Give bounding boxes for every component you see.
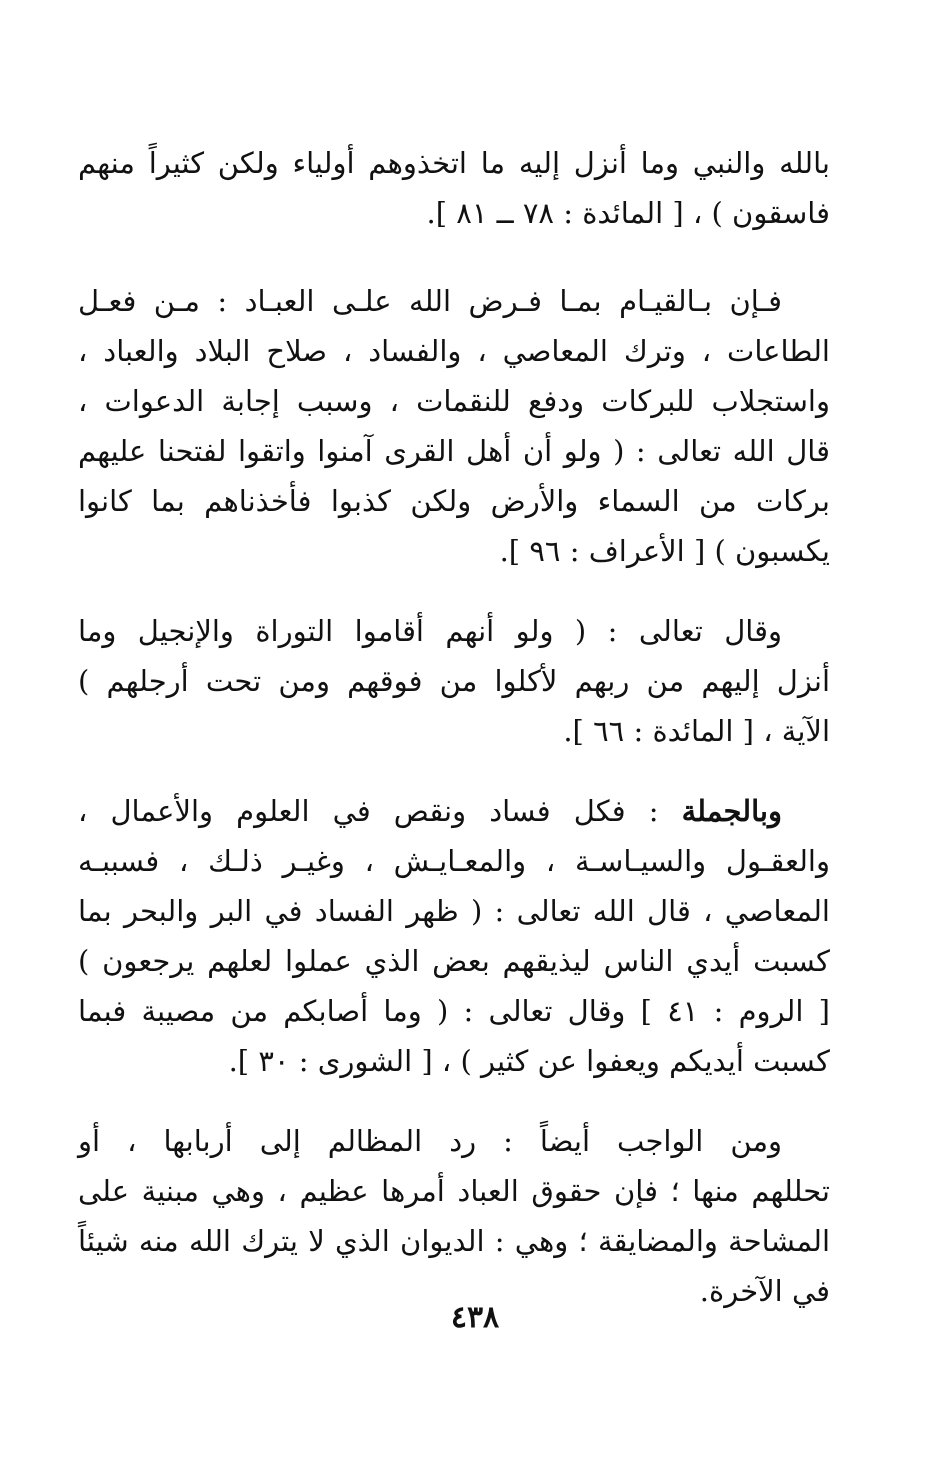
page-number: ٤٣٨ (450, 1300, 500, 1335)
paragraph-1 (78, 138, 830, 238)
text-line: في الآخرة. (699, 1274, 830, 1308)
text-line: بالله والنبي وما أنزل إليه ما اتخذوهم أولياء ولكن كثيراً منهم (78, 146, 830, 180)
text-line: وقال تعالى : ( ولو أنهم أقاموا التوراة والإنجيل وما (78, 614, 782, 648)
text-line: أنزل إليهم من ربهم لأكلوا من فوقهم ومن تحت أرجلهم ) (78, 664, 830, 698)
text-line: الآية ، [ المائدة : ٦٦ ]. (563, 714, 830, 748)
text-line: المعاصي ، قال الله تعالى : ( ظهر الفساد في البر والبحر بما (78, 894, 830, 928)
text-line: بركات من السماء والأرض ولكن كذبوا فأخذناهم بما كانوا (78, 484, 830, 518)
text-line: ومن الواجب أيضاً : رد المظالم إلى أربابها ، أو (78, 1124, 782, 1158)
paragraph-2 (78, 276, 830, 576)
text-line-rest: : فكل فساد ونقص في العلوم والأعمال ، (78, 794, 682, 828)
text-line: المشاحة والمضايقة ؛ وهي : الديوان الذي لا يترك الله منه شيئاً (78, 1224, 830, 1258)
text-line: فاسقون ) ، [ المائدة : ٧٨ ــ ٨١ ]. (426, 196, 830, 230)
text-line: والعقـول والسيـاسـة ، والمعـايـش ، وغيـر ذلـك ، فسببـه (78, 844, 830, 878)
text-line: [ الروم : ٤١ ] وقال تعالى : ( وما أصابكم من مصيبة فبما (78, 994, 830, 1028)
text-line: فـإن بـالقيـام بمـا فـرض الله علـى العبـاد : مـن فعـل (78, 284, 782, 318)
text-line: كسبت أيدي الناس ليذيقهم بعض الذي عملوا لعلهم يرجعون ) (78, 944, 830, 978)
text-line: يكسبون ) [ الأعراف : ٩٦ ]. (499, 534, 830, 568)
text-line: الطاعات ، وترك المعاصي ، والفساد ، صلاح البلاد والعباد ، (78, 334, 830, 368)
bold-lead-word: وبالجملة (681, 794, 782, 828)
text-line: واستجلاب للبركات ودفع للنقمات ، وسبب إجابة الدعوات ، (78, 384, 830, 418)
paragraph-5 (78, 1116, 830, 1316)
paragraph-4 (78, 786, 830, 1086)
text-line: قال الله تعالى : ( ولو أن أهل القرى آمنوا واتقوا لفتحنا عليهم (78, 434, 830, 468)
text-line: تحللهم منها ؛ فإن حقوق العباد أمرها عظيم ، وهي مبنية على (78, 1174, 830, 1208)
paragraph-3 (78, 606, 830, 756)
text-line (78, 786, 830, 836)
text-line: كسبت أيديكم ويعفوا عن كثير ) ، [ الشورى : ٣٠ ]. (228, 1044, 830, 1078)
page-body (78, 138, 830, 1346)
